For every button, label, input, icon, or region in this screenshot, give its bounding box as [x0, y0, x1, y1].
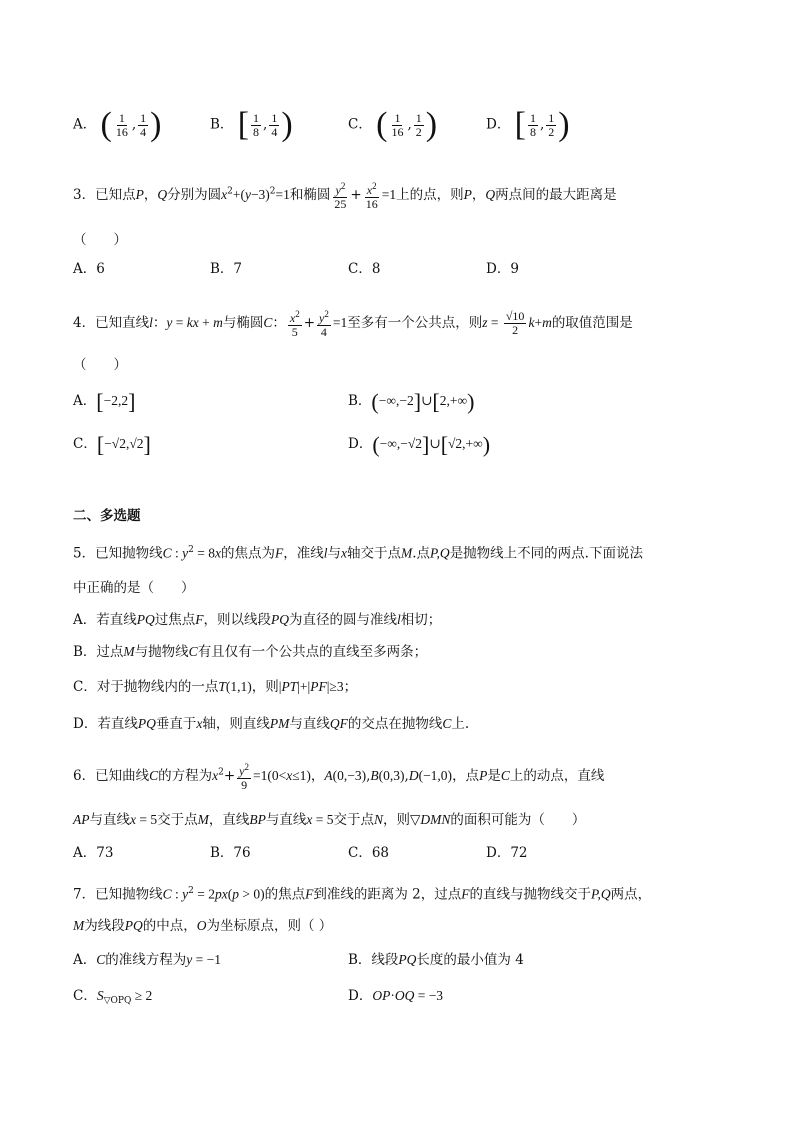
q7-option-c: C．$S_{▽OPQ} \ge 2$: [73, 988, 153, 1006]
q3-option-b: B．7: [210, 261, 243, 277]
q7-stem-line2: M为线段PQ的中点，O为坐标原点，则（ ）: [73, 918, 333, 934]
q5-option-d: D．若直线PQ垂直于x轴，则直线PM与直线QF的交点在抛物线C上.: [73, 716, 470, 732]
q3-paren: （ ）: [73, 232, 127, 248]
q6-option-b: B．76: [210, 845, 251, 861]
q7-option-d: D．OP·OQ = −3: [348, 988, 444, 1004]
q7-option-b: B．线段PQ长度的最小值为 4: [348, 952, 524, 968]
q7-stem-line1: 7．已知抛物线C : $y^2 = 2px(p > 0)$的焦点F到准线的距离为 2，过点F的直线与抛物线交于P,Q两点，: [73, 886, 652, 903]
q6-option-c: C．68: [348, 845, 390, 861]
q4-paren: （ ）: [73, 357, 127, 373]
q4-option-b: B．(−∞,−2]∪[2,+∞): [348, 389, 475, 414]
q3-option-a: A．6: [73, 261, 105, 277]
q5-option-c: C．对于抛物线内的一点T(1,1)，则|PT|+|PF|≥3；: [73, 679, 358, 695]
q4-stem: 4．已知直线l：y = kx + m与椭圆C： $\frac{x^2}{5}$ + $\frac{y^2}{4}$ =1至多有一个公共点，则z = $\frac{√10}{2}$ k+m的取值范围是: [73, 309, 633, 339]
q3-stem: 3．已知点P，Q分别为圆$x^2+(y-3)^2=1$和椭圆 $\frac{y^2}{25}$ + $\frac{x^2}{16}$ =1上的点，则P，Q两点间的最大距离是: [73, 181, 617, 211]
q3-option-d: D．9: [486, 261, 519, 277]
q2-option-d: D． [ $\frac{1}{8}$ , $\frac{1}{2}$ ): [486, 106, 570, 143]
q5-stem-line2: 中正确的是（ ）: [73, 580, 195, 596]
q7-option-a: A．C的准线方程为y = −1: [73, 952, 221, 968]
q2-option-c: C． ( $\frac{1}{16}$ , $\frac{1}{2}$ ): [348, 106, 438, 143]
q5-option-a: A．若直线PQ过焦点F，则以线段PQ为直径的圆与准线l相切；: [73, 612, 442, 628]
q2-option-a: A． ( $\frac{1}{16}$ , $\frac{1}{4}$ ): [73, 106, 162, 143]
q6-option-d: D．72: [486, 845, 528, 861]
q6-option-a: A．73: [73, 845, 114, 861]
q4-option-d: D．(−∞,−√2]∪[√2,+∞): [348, 432, 491, 457]
q6-stem-line1: 6．已知曲线C的方程为$x^2+$ $\frac{y^2}{9}$ =1(0<x≤1)，A(0,−3),B(0,3),D(−1,0)，点P是C上的动点，直线: [73, 762, 605, 792]
q4-option-a: A．[−2,2]: [73, 389, 136, 414]
q4-option-c: C．[−√2,√2]: [73, 432, 151, 457]
q5-stem-line1: 5．已知抛物线C : $y^2 = 8x$的焦点为F，准线l与x轴交于点M.点P,Q是抛物线上不同的两点.下面说法: [73, 545, 643, 562]
q5-option-b: B．过点M与抛物线C有且仅有一个公共点的直线至多两条；: [73, 644, 428, 660]
q6-stem-line2: AP与直线x = 5交于点M，直线BP与直线x = 5交于点N，则▽DMN的面积可能为（ ）: [73, 812, 586, 828]
section-heading-multi-choice: 二、多选题: [73, 508, 141, 524]
q2-option-b: B． [ $\frac{1}{8}$ , $\frac{1}{4}$ ): [210, 106, 293, 143]
q3-option-c: C．8: [348, 261, 381, 277]
